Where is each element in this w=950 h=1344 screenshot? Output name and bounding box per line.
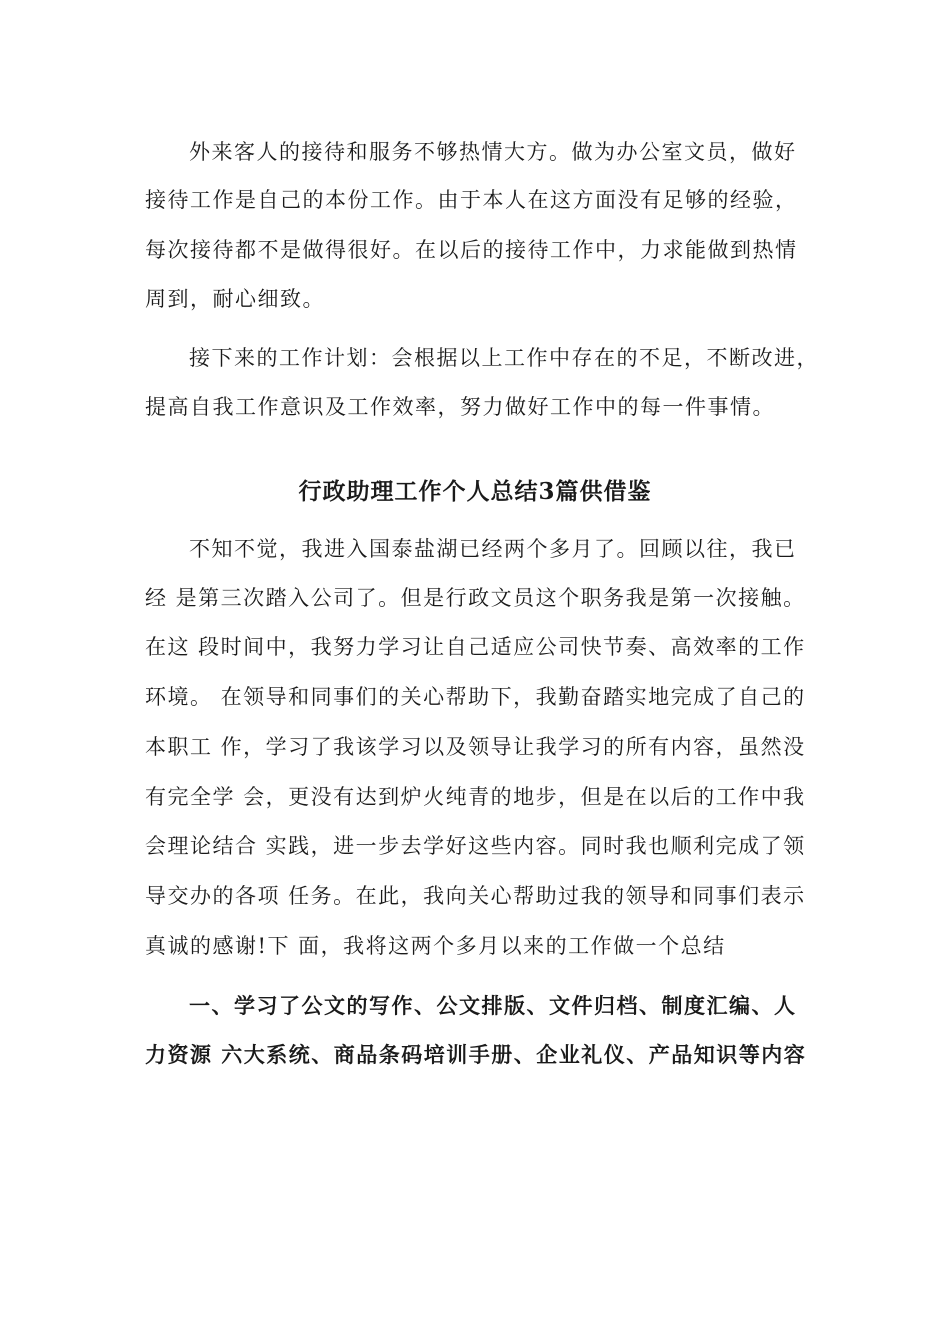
paragraph-line: 每次接待都不是做得很好。在以后的接待工作中，力求能做到热情 xyxy=(145,238,798,262)
paragraph-line: 不知不觉，我进入国泰盐湖已经两个多月了。回顾以往，我已 xyxy=(189,537,797,561)
section-title: 行政助理工作个人总结3篇供借鉴 xyxy=(298,478,652,505)
paragraph-line: 周到，耐心细致。 xyxy=(145,287,325,311)
paragraph-line: 会理论结合 实践，进一步去学好这些内容。同时我也顺利完成了领 xyxy=(145,834,806,858)
paragraph-line: 经 是第三次踏入公司了。但是行政文员这个职务我是第一次接触。 xyxy=(145,586,806,610)
paragraph-line: 接下来的工作计划：会根据以上工作中存在的不足，不断改进， xyxy=(189,346,819,370)
paragraph-line: 本职工 作，学习了我该学习以及领导让我学习的所有内容，虽然没 xyxy=(145,735,806,759)
paragraph-line: 真诚的感谢!下 面，我将这两个多月以来的工作做一个总结 xyxy=(145,934,726,958)
paragraph-line: 外来客人的接待和服务不够热情大方。做为办公室文员，做好 xyxy=(189,140,797,164)
paragraph-line: 环境。 在领导和同事们的关心帮助下，我勤奋踏实地完成了自己的 xyxy=(145,685,806,709)
paragraph-line: 提高自我工作意识及工作效率，努力做好工作中的每一件事情。 xyxy=(145,395,775,419)
paragraph-line: 导交办的各项 任务。在此，我向关心帮助过我的领导和同事们表示 xyxy=(145,884,806,908)
paragraph-line: 接待工作是自己的本份工作。由于本人在这方面没有足够的经验， xyxy=(145,188,798,212)
paragraph-line: 有完全学 会，更没有达到炉火纯青的地步，但是在以后的工作中我 xyxy=(145,785,806,809)
subheading-line: 力资源 六大系统、商品条码培训手册、企业礼仪、产品知识等内容 xyxy=(145,1042,807,1067)
subheading-line: 一、学习了公文的写作、公文排版、文件归档、制度汇编、人 xyxy=(189,993,797,1018)
paragraph-line: 在这 段时间中，我努力学习让自己适应公司快节奏、高效率的工作 xyxy=(145,635,806,659)
